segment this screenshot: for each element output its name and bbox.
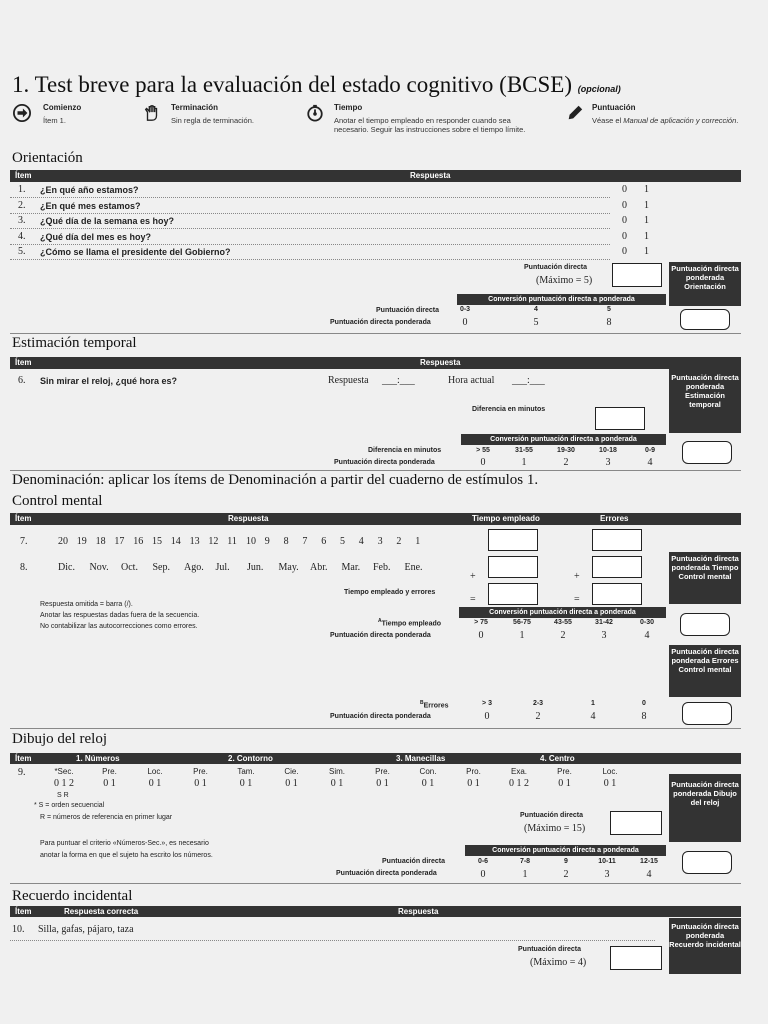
conv-weighted-value[interactable]: 2: [560, 630, 566, 641]
score-option-0[interactable]: 0: [622, 215, 627, 226]
criterion-label: Exa.: [510, 767, 527, 776]
sequence-month[interactable]: Jul.: [215, 562, 230, 573]
conv-raw-value: 31-42: [595, 619, 613, 626]
conv-weighted-value[interactable]: 8: [641, 711, 647, 722]
col-respuesta: Respuesta: [228, 514, 269, 523]
conv-raw-value: 0: [642, 700, 646, 707]
conv-raw-value: > 55: [476, 447, 490, 454]
sum-label: Tiempo empleado y errores: [344, 589, 436, 596]
item-10-number: 10.: [12, 924, 25, 935]
sequence-month[interactable]: Mar.: [341, 562, 361, 573]
conv-raw-value: 1: [591, 700, 595, 707]
errors-input-8[interactable]: [592, 556, 642, 578]
control-err-pond-input[interactable]: [682, 702, 732, 725]
conv-raw-value: 19-30: [557, 447, 575, 454]
conv-weighted-value[interactable]: 8: [606, 317, 612, 328]
orientacion-conv-row2-label: Puntuación directa ponderada: [330, 319, 431, 326]
control-time-pond-label: Puntuación directa ponderada Tiempo Control mental: [669, 552, 741, 604]
col-tiempo: Tiempo empleado: [472, 514, 540, 523]
sequence-number[interactable]: 11: [227, 536, 237, 547]
conv-raw-value: 0-3: [459, 306, 471, 313]
criterion-score[interactable]: 0 1 2: [54, 778, 74, 789]
criterion-label: Tam.: [237, 767, 255, 776]
item-question: ¿En qué año estamos?: [40, 185, 139, 195]
reloj-pd-label: Puntuación directa: [520, 812, 584, 819]
conv-raw-value: 5: [607, 306, 611, 313]
sequence-number[interactable]: 5: [340, 536, 345, 547]
item-10-text: Silla, gafas, pájaro, taza: [38, 924, 134, 935]
response-line: [10, 228, 610, 229]
conv-weighted-value[interactable]: 2: [563, 457, 569, 468]
conv-weighted-value[interactable]: 0: [480, 457, 486, 468]
criterion-label: Pre.: [193, 767, 208, 776]
hora-actual-field[interactable]: ___:___: [512, 375, 545, 386]
response-line: [10, 197, 610, 198]
reloj-header-bar: [10, 753, 741, 764]
reloj-pond-label: Puntuación directa ponderada Dibujo del reloj: [669, 774, 741, 842]
item-question: ¿Qué día de la semana es hoy?: [40, 216, 175, 226]
item-question: ¿Qué día del mes es hoy?: [40, 231, 152, 242]
err-conv-label: $^B$Errores: [420, 700, 449, 710]
criterion-label: Cie.: [284, 767, 299, 776]
orientacion-pond-input[interactable]: [680, 309, 730, 330]
conv-raw-value: 12-15: [640, 858, 658, 865]
respuesta-label: Respuesta: [328, 375, 369, 386]
score-text: Véase el Manual de aplicación y corrección.: [592, 116, 739, 125]
estimacion-header-bar: [10, 357, 741, 369]
plus-sign: +: [470, 571, 476, 582]
score-option-0[interactable]: 0: [622, 199, 627, 211]
sequence-number[interactable]: 14: [170, 536, 181, 547]
page-title: 1. Test breve para la evaluación del estado cognitivo (BCSE) (opcional): [12, 72, 621, 97]
estimacion-pond-input[interactable]: [682, 441, 732, 464]
response-line: [10, 259, 610, 260]
criterion-score[interactable]: 0 1 2: [509, 778, 529, 789]
conv-raw-value: 31-55: [515, 447, 533, 454]
item-7-number: 7.: [20, 536, 28, 547]
col-item: Ítem: [15, 907, 32, 916]
conv-raw-value: 0-30: [639, 619, 654, 626]
note-omitida: Respuesta omitida = barra (/).: [40, 601, 133, 608]
criterion-score[interactable]: 0 1: [603, 778, 617, 789]
item-9-number: 9.: [18, 767, 26, 778]
conv-weighted-value[interactable]: 2: [563, 869, 569, 880]
estimacion-conv-title: Conversión puntuación directa a ponderada: [461, 434, 666, 445]
start-label: Comienzo: [43, 103, 82, 112]
criterion-score[interactable]: 0 1: [148, 778, 162, 789]
estimacion-title: Estimación temporal: [12, 335, 137, 351]
conv-weighted-value[interactable]: 4: [647, 457, 653, 468]
sequence-number[interactable]: 10: [246, 536, 256, 547]
time-input-8[interactable]: [488, 556, 538, 578]
divider: [10, 470, 741, 471]
conv-weighted-value[interactable]: 3: [604, 869, 610, 880]
item-8-number: 8.: [20, 562, 28, 573]
sequence-number[interactable]: 16: [133, 536, 144, 547]
plus-sign: +: [574, 571, 580, 582]
col-item: Ítem: [15, 754, 32, 763]
diferencia-input[interactable]: [595, 407, 645, 430]
sequence-month[interactable]: May.: [278, 562, 299, 573]
score-option-0[interactable]: 0: [622, 184, 627, 195]
hora-actual-label: Hora actual: [448, 375, 495, 386]
control-time-pond-input[interactable]: [680, 613, 730, 636]
group-numeros: 1. Números: [76, 754, 120, 763]
time-text: Anotar el tiempo empleado en responder cuando sea necesario. Seguir las instrucciones sobre el tiempo límite.: [334, 116, 526, 134]
conv-weighted-value[interactable]: 1: [519, 630, 525, 641]
equals-sign: =: [470, 594, 476, 605]
conv-raw-value: 7-8: [519, 858, 531, 865]
orientacion-conv-row1-label: Puntuación directa: [376, 307, 440, 314]
sequence-month[interactable]: Feb.: [373, 562, 391, 573]
time-label: Tiempo: [334, 103, 363, 112]
control-conv-title: Conversión puntuación directa a ponderada: [459, 607, 666, 618]
conv-raw-value: > 3: [482, 700, 492, 707]
sequence-number[interactable]: 6: [321, 536, 327, 547]
control-header-bar: [10, 513, 741, 525]
criterion-score[interactable]: 0 1: [558, 778, 571, 789]
conv-weighted-value[interactable]: 3: [601, 630, 607, 641]
conv-weighted-value[interactable]: 0: [484, 711, 490, 722]
conv-raw-value: 10-18: [599, 447, 617, 454]
arrow-right-icon: [13, 104, 31, 122]
note-s: * S = orden secuencial: [34, 802, 105, 809]
sequence-number[interactable]: 2: [396, 536, 402, 547]
conv-raw-value: 2-3: [532, 700, 544, 707]
group-manecillas: 3. Manecillas: [396, 754, 446, 763]
score-option-1[interactable]: 1: [644, 215, 649, 226]
divider: [10, 883, 741, 884]
control-err-pond-label: Puntuación directa ponderada Errores Control mental: [669, 645, 741, 697]
note-crit-2: anotar la forma en que el sujeto ha escrito los números.: [40, 852, 213, 859]
item-number: 1.: [18, 184, 26, 195]
score-option-1[interactable]: 1: [644, 246, 649, 257]
criterion-score[interactable]: 0 1: [421, 778, 435, 789]
item-6-question: Sin mirar el reloj, ¿qué hora es?: [40, 376, 178, 386]
end-text: Sin regla de terminación.: [171, 116, 254, 125]
estimacion-pond-label: Puntuación directa ponderada Estimación temporal: [669, 369, 741, 433]
criterion-score[interactable]: 0 1: [467, 778, 480, 789]
sequence-month[interactable]: Dic.: [58, 562, 75, 573]
start-text: Ítem 1.: [43, 116, 66, 125]
sequence-month[interactable]: Jun.: [247, 562, 264, 573]
sequence-number[interactable]: 20: [58, 536, 68, 547]
control-title: Control mental: [12, 493, 103, 509]
sequence-number[interactable]: 1: [415, 536, 421, 547]
orientacion-pond-label: Puntuación directa ponderada Orientación: [669, 262, 741, 306]
errors-input-7[interactable]: [592, 529, 642, 551]
response-line: [10, 213, 610, 214]
time-input-7[interactable]: [488, 529, 538, 551]
score-option-1[interactable]: 1: [644, 184, 649, 195]
sequence-number[interactable]: 4: [358, 536, 364, 547]
sequence-number[interactable]: 3: [377, 536, 383, 547]
col-item: Ítem: [15, 358, 32, 367]
score-option-1[interactable]: 1: [644, 199, 649, 211]
err-pond-label: Puntuación directa ponderada: [330, 713, 431, 720]
reloj-conv-title: Conversión puntuación directa a ponderada: [465, 845, 666, 856]
divider: [10, 728, 741, 729]
orientacion-pd-max: (Máximo = 5): [536, 275, 593, 286]
conv-weighted-value[interactable]: 0: [462, 317, 468, 328]
criterion-label: Con.: [419, 767, 437, 776]
conv-raw-value: 0-9: [644, 447, 656, 454]
response-line: [10, 940, 655, 941]
conv-raw-value: 4: [534, 306, 538, 313]
equals-sign: =: [574, 594, 580, 605]
conv-weighted-value[interactable]: 1: [521, 457, 527, 468]
conv-raw-value: 56-75: [513, 619, 531, 626]
conv-weighted-value[interactable]: 4: [590, 711, 596, 722]
recuerdo-title: Recuerdo incidental: [12, 888, 133, 904]
sequence-number[interactable]: 17: [114, 536, 125, 547]
recuerdo-pd-input[interactable]: [610, 946, 662, 970]
note-autocorrecciones: No contabilizar las autocorrecciones como errores.: [40, 623, 198, 630]
item-6-number: 6.: [18, 375, 26, 386]
sequence-number[interactable]: 13: [189, 536, 200, 547]
conv-weighted-value[interactable]: 5: [533, 317, 539, 328]
diferencia-label: Diferencia en minutos: [472, 406, 546, 413]
criterion-label: Sim.: [329, 767, 345, 776]
conv-raw-value: > 75: [474, 619, 488, 626]
orientacion-title: Orientación: [12, 150, 83, 166]
criterion-label: Pre.: [375, 767, 390, 776]
score-option-0[interactable]: 0: [622, 230, 627, 242]
end-label: Terminación: [171, 103, 218, 112]
sequence-month[interactable]: Oct.: [121, 562, 138, 573]
sequence-number[interactable]: 7: [302, 536, 308, 547]
reloj-title: Dibujo del reloj: [12, 731, 107, 747]
criterion-label: *Sec.: [54, 767, 74, 776]
sr-marks: S R: [57, 792, 69, 799]
recuerdo-pd-max: (Máximo = 4): [530, 957, 587, 968]
sequence-month[interactable]: Nov.: [89, 562, 109, 573]
conv-weighted-value[interactable]: 1: [522, 869, 528, 880]
criterion-score[interactable]: 0 1: [194, 778, 207, 789]
optional-tag: (opcional): [577, 84, 621, 94]
recuerdo-pd-label: Puntuación directa: [518, 946, 582, 953]
col-respuesta: Respuesta: [420, 358, 461, 367]
criterion-label: Pre.: [102, 767, 117, 776]
item-number: 3.: [18, 215, 26, 226]
criterion-score[interactable]: 0 1: [330, 778, 344, 789]
criterion-score[interactable]: 0 1: [376, 778, 389, 789]
estimacion-conv-row1-label: Diferencia en minutos: [368, 447, 442, 454]
orientacion-header-bar: [10, 170, 741, 182]
reloj-conv-row1-label: Puntuación directa: [382, 858, 446, 865]
orientacion-conv-title: Conversión puntuación directa a ponderada: [457, 294, 666, 305]
sequence-month[interactable]: Abr.: [310, 562, 328, 573]
score-label: Puntuación: [592, 103, 636, 112]
pencil-icon: [566, 104, 584, 122]
col-respuesta: Respuesta: [398, 907, 439, 916]
stopwatch-icon: [306, 104, 324, 122]
score-option-0[interactable]: 0: [622, 246, 627, 257]
conv-raw-value: 43-55: [554, 619, 572, 626]
sequence-number[interactable]: 12: [208, 536, 219, 547]
reloj-pd-input[interactable]: [610, 811, 662, 835]
note-r: R = números de referencia en primer lugar: [40, 814, 173, 821]
reloj-pond-input[interactable]: [682, 851, 732, 874]
orientacion-pd-input[interactable]: [612, 263, 662, 287]
conv-weighted-value[interactable]: 3: [605, 457, 611, 468]
criterion-label: Loc.: [602, 767, 618, 776]
recuerdo-header-bar: [10, 906, 741, 917]
estimacion-conv-row2-label: Puntuación directa ponderada: [334, 459, 435, 466]
reloj-conv-row2-label: Puntuación directa ponderada: [336, 870, 437, 877]
item-number: 4.: [18, 230, 26, 242]
col-item: Ítem: [15, 171, 32, 180]
criterion-score[interactable]: 0 1: [103, 778, 116, 789]
recuerdo-pond-label: Puntuación directa ponderada Recuerdo incidental: [669, 918, 741, 974]
conv-weighted-value[interactable]: 4: [644, 630, 650, 641]
sequence-number[interactable]: 15: [152, 536, 162, 547]
col-errores: Errores: [600, 514, 629, 523]
sequence-month[interactable]: Sep.: [152, 562, 170, 573]
note-crit-1: Para puntuar el criterio «Números-Sec.», es necesario: [40, 840, 209, 847]
conv-weighted-value[interactable]: 2: [535, 711, 541, 722]
sequence-number[interactable]: 19: [76, 536, 87, 547]
reloj-pd-max: (Máximo = 15): [524, 823, 586, 834]
denominacion-title: Denominación: aplicar los ítems de Denominación a partir del cuaderno de estímulos 1.: [12, 472, 539, 488]
sequence-month[interactable]: Ago.: [184, 562, 204, 573]
time-total-input[interactable]: [488, 583, 538, 605]
criterion-label: Loc.: [147, 767, 163, 776]
col-item: Ítem: [15, 514, 32, 523]
group-contorno: 2. Contorno: [228, 754, 273, 763]
item-question: ¿Cómo se llama el presidente del Gobierno?: [40, 247, 231, 257]
respuesta-time-field[interactable]: ___:___: [382, 375, 415, 386]
note-fuera-secuencia: Anotar las respuestas dadas fuera de la secuencia.: [40, 612, 200, 619]
divider: [10, 333, 741, 334]
item-number: 2.: [18, 199, 26, 211]
response-line: [10, 244, 610, 245]
col-correcta: Respuesta correcta: [64, 907, 139, 916]
sequence-number[interactable]: 18: [95, 536, 106, 547]
errors-total-input[interactable]: [592, 583, 642, 605]
sequence-month[interactable]: Ene.: [404, 562, 423, 573]
group-centro: 4. Centro: [540, 754, 575, 763]
sequence-number[interactable]: 8: [283, 536, 289, 547]
criterion-score[interactable]: 0 1: [239, 778, 253, 789]
conv-weighted-value[interactable]: 0: [478, 630, 484, 641]
score-option-1[interactable]: 1: [644, 230, 649, 242]
item-question: ¿En qué mes estamos?: [40, 200, 141, 211]
time-pond-label: Puntuación directa ponderada: [330, 632, 431, 639]
criterion-label: Pre.: [557, 767, 572, 776]
item-number: 5.: [18, 246, 26, 257]
conv-raw-value: 10-11: [598, 858, 616, 865]
time-conv-label: $^A$Tiempo empleado: [378, 618, 442, 628]
col-respuesta: Respuesta: [410, 171, 451, 180]
conv-raw-value: 0-6: [477, 858, 489, 865]
criterion-score[interactable]: 0 1: [285, 778, 298, 789]
criterion-label: Pro.: [466, 767, 481, 776]
conv-weighted-value[interactable]: 4: [646, 869, 652, 880]
conv-raw-value: 9: [564, 858, 568, 865]
sequence-number[interactable]: 9: [264, 536, 270, 547]
orientacion-pd-label: Puntuación directa: [524, 264, 588, 271]
stop-hand-icon: [143, 104, 161, 122]
conv-weighted-value[interactable]: 0: [480, 869, 486, 880]
